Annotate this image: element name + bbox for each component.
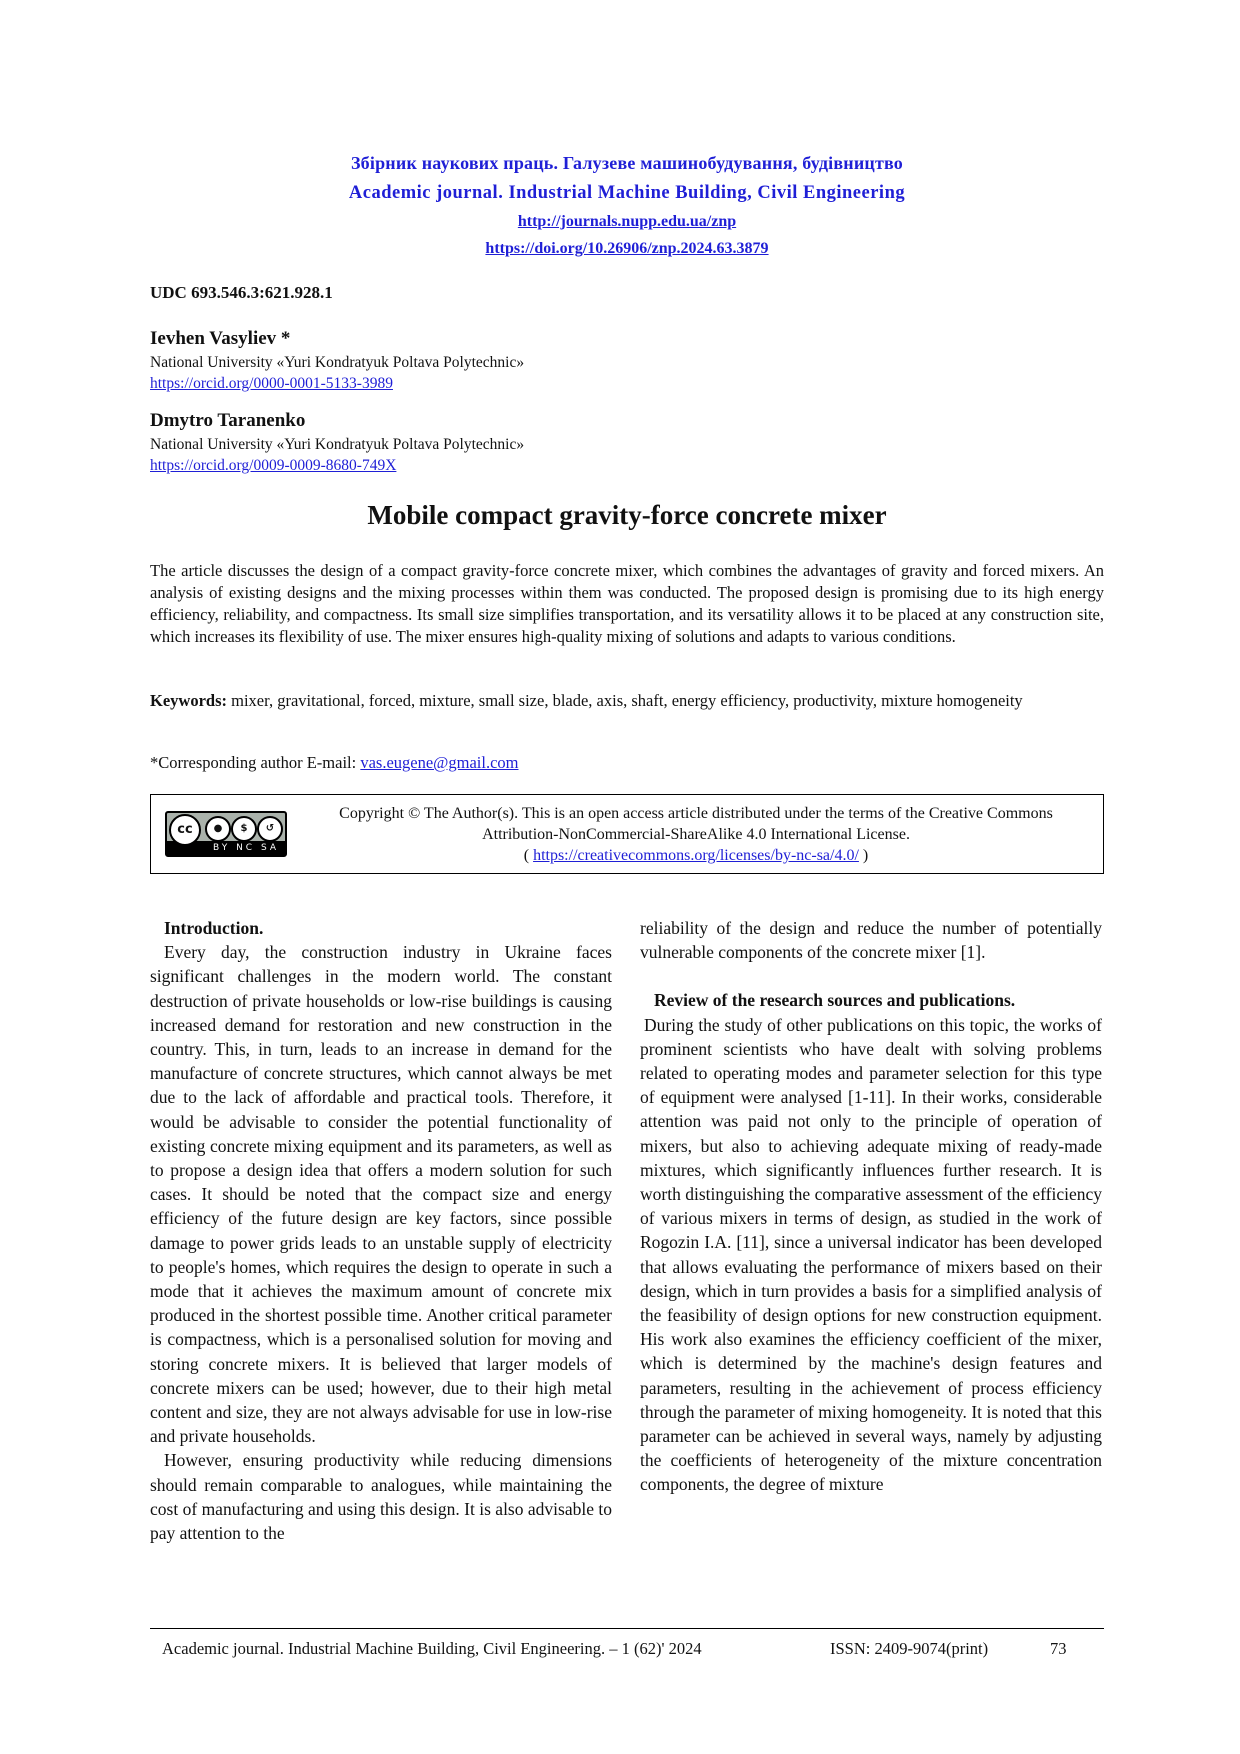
page-number: 73 xyxy=(1050,1639,1067,1658)
paragraph: However, ensuring productivity while reducing dimensions should remain comparable to analogues, while maintaining the cost of manufacturing and using this design. It is also advisable to pay attention to the xyxy=(150,1450,612,1544)
author-affiliation: National University «Yuri Kondratyuk Poltava Polytechnic» xyxy=(150,436,525,453)
keywords xyxy=(150,690,1104,712)
license-text xyxy=(301,803,1091,866)
body-column-left xyxy=(150,916,612,1545)
article-title: Mobile compact gravity-force concrete mixer xyxy=(367,500,887,530)
corresponding-email-link[interactable]: vas.eugene@gmail.com xyxy=(360,753,519,772)
license-paren: ) xyxy=(858,847,869,864)
abstract: The article discusses the design of a compact gravity-force concrete mixer, which combines the advantages of gravity and forced mixers. An analysis of existing designs and the mixing processes within them was conducted. The proposed design is promising due to its high energy efficiency, reliability, and compactness. Its small size simplifies transportation, and its versatility allows it to be placed at any construction site, which increases its flexibility of use. The mixer ensures high-quality mixing of solutions and adapts to various conditions. xyxy=(150,561,1104,646)
journal-title-en: Academic journal. Industrial Machine Building, Civil Engineering xyxy=(348,183,906,203)
corresponding-author xyxy=(150,752,519,774)
cc-license-badge-icon xyxy=(165,811,287,857)
author-affiliation: National University «Yuri Kondratyuk Poltava Polytechnic» xyxy=(150,354,525,371)
udc-code: UDC 693.546.3:621.928.1 xyxy=(150,283,333,302)
license-link[interactable]: https://creativecommons.org/licenses/by-nc-sa/4.0/ xyxy=(533,847,859,864)
author-block xyxy=(150,326,850,394)
paragraph: Every day, the construction industry in Ukraine faces significant challenges in the modern world. The constant destruction of private households or low-rise buildings is causing increased demand for restoration and new construction in the country. This, in turn, leads to an increase in demand for the manufacture of concrete structures, which cannot always be met due to the lack of affordable and practical tools. Therefore, it would be advisable to consider the potential functionality of existing concrete mixing equipment and its parameters, as well as to propose a design idea that offers a modern solution for such cases. It should be noted that the compact size and energy efficiency of the future design are key factors, since possible damage to power grids leads to an unstable supply of electricity to people's homes, which requires the design to operate in such a mode that it achieves the maximum amount of concrete mix produced in the shortest possible time. Another critical parameter is compactness, which is a personalised solution for moving and storing concrete mixers. It is believed that larger models of concrete mixers can be used; however, due to their high metal content and size, they are not always advisable for use in low-rise and private households. xyxy=(150,942,612,1447)
cc-badge-labels: BY NC SA xyxy=(213,843,279,853)
paper-page xyxy=(150,0,1104,1754)
sa-icon: ↺ xyxy=(257,816,283,842)
journal-header xyxy=(150,148,1104,262)
author-block xyxy=(150,408,850,476)
footer-journal: Academic journal. Industrial Machine Building, Civil Engineering. – 1 (62)' 2024 xyxy=(162,1639,702,1658)
body-column-right xyxy=(640,916,1102,1497)
license-paren: ( xyxy=(523,847,534,864)
corresponding-label: *Corresponding author E-mail: xyxy=(150,753,361,772)
license-box xyxy=(150,794,1104,874)
author-orcid-link[interactable]: https://orcid.org/0009-0009-8680-749X xyxy=(150,457,397,474)
author-name: Ievhen Vasyliev * xyxy=(150,328,291,349)
footer-issn: ISSN: 2409-9074(print) xyxy=(830,1639,989,1658)
cc-icon: cc xyxy=(169,814,201,846)
doi-link[interactable]: https://doi.org/10.26906/znp.2024.63.3879 xyxy=(485,240,769,257)
keywords-label: Keywords: xyxy=(150,691,227,710)
paragraph: During the study of other publications on this topic, the works of prominent scientists who have dealt with solving problems related to operating modes and parameter selection for this type of equipment were analysed [1-11]. In their works, considerable attention was paid not only to the principle of operation of mixers, but also to achieving adequate mixing of ready-made mixtures, which significantly influences further research. It is worth distinguishing the comparative assessment of the efficiency of various mixers in terms of design, as studied in the work of Rogozin I.A. [11], since a universal indicator has been developed that allows evaluating the performance of mixers based on their design, which in turn provides a basis for a simplified analysis of the feasibility of design options for new construction equipment. His work also examines the efficiency coefficient of the mixer, which is determined by the machine's design features and parameters, resulting in the achievement of process efficiency through the parameter of mixing homogeneity. It is noted that this parameter can be achieved in several ways, namely by adjusting the coefficients of heterogeneity of the mixture concentration components, the degree of mixture xyxy=(640,1014,1102,1495)
paragraph: reliability of the design and reduce the number of potentially vulnerable components of the concrete mixer [1]. xyxy=(640,918,1102,963)
nc-icon: $ xyxy=(231,816,257,842)
keywords-text: mixer, gravitational, forced, mixture, small size, blade, axis, shaft, energy efficiency, productivity, mixture homogeneity xyxy=(227,691,1023,710)
author-orcid-link[interactable]: https://orcid.org/0000-0001-5133-3989 xyxy=(150,375,393,392)
section-heading-review: Review of the research sources and publications. xyxy=(654,990,1016,1011)
license-statement: Copyright © The Author(s). This is an open access article distributed under the terms of the Creative Commons Attribution-NonCommercial-ShareAlike 4.0 International License. xyxy=(339,805,1053,843)
by-icon: ● xyxy=(205,816,231,842)
footer-divider xyxy=(150,1628,1104,1629)
journal-title-ua: Збірник наукових праць. Галузеве машинобудування, будівництво xyxy=(350,153,903,173)
section-heading-introduction: Introduction. xyxy=(164,918,264,938)
author-name: Dmytro Taranenko xyxy=(150,410,306,431)
journal-url-link[interactable]: http://journals.nupp.edu.ua/znp xyxy=(517,213,737,230)
